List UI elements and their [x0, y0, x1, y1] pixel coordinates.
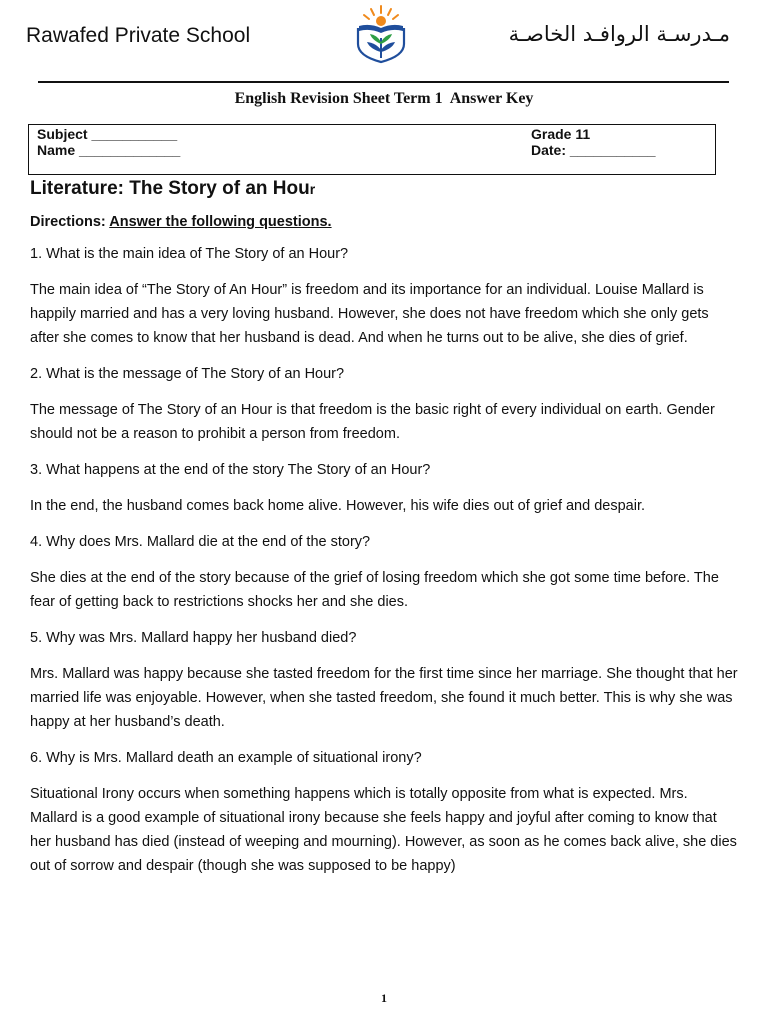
- question-5: 5. Why was Mrs. Mallard happy her husband died?: [30, 630, 357, 646]
- question-2: 2. What is the message of The Story of an Hour?: [30, 366, 345, 382]
- subject-field: Subject ___________: [37, 126, 178, 142]
- directions-label: Directions:: [30, 214, 110, 230]
- grade-field: Grade 11: [531, 126, 591, 142]
- page-number: 1: [381, 991, 387, 1005]
- answer-5: Mrs. Mallard was happy because she tasted freedom for the first time since her marriage. She thought that her married life was enjoyable. However, when she tasted freedom, she found it much better. This is why she was happy at her husband’s death.: [30, 666, 738, 730]
- questions-list: [30, 242, 738, 890]
- header-divider: [38, 81, 729, 83]
- question-4: 4. Why does Mrs. Mallard die at the end of the story?: [30, 534, 371, 550]
- answer-1: The main idea of “The Story of An Hour” is freedom and its importance for an individual. Louise Mallard is happily married and has a very loving husband. However, she does not have freedom which she only gets after she comes to know that her husband is dead. And when he turns out to be alive, she dies of grief.: [30, 282, 709, 346]
- date-field: Date: ___________: [531, 142, 656, 158]
- directions: [30, 214, 332, 230]
- school-logo-icon: [350, 4, 412, 64]
- section-title-tail: r: [309, 181, 316, 197]
- directions-text: Answer the following questions.: [109, 214, 332, 230]
- question-6: 6. Why is Mrs. Mallard death an example of situational irony?: [30, 750, 422, 766]
- answer-3: In the end, the husband comes back home alive. However, his wife dies out of grief and despair.: [30, 498, 646, 514]
- name-field: Name _____________: [37, 142, 181, 158]
- question-1: 1. What is the main idea of The Story of an Hour?: [30, 246, 349, 262]
- question-3: 3. What happens at the end of the story The Story of an Hour?: [30, 462, 431, 478]
- school-name-ar: مـدرسـة الروافـد الخاصـة: [508, 22, 730, 46]
- section-title: [30, 178, 315, 200]
- sheet-title: English Revision Sheet Term 1 Answer Key: [234, 90, 534, 107]
- section-title-main: Literature: The Story of an Hou: [30, 178, 310, 199]
- answer-6: Situational Irony occurs when something happens which is totally opposite from what is expected. Mrs. Mallard is a good example of situational irony because she feels happy and joyful after coming to know that her husband has died (instead of weeping and mourning). However, as soon as he comes back alive, she dies out of sorrow and despair (though she was supposed to be happy): [30, 786, 737, 874]
- answer-4: She dies at the end of the story because of the grief of losing freedom which she got some time before. The fear of getting back to restrictions shocks her and she dies.: [30, 570, 719, 610]
- answer-2: The message of The Story of an Hour is that freedom is the basic right of every individual on earth. Gender should not be a reason to prohibit a person from freedom.: [30, 402, 715, 442]
- school-name-en: Rawafed Private School: [26, 24, 251, 47]
- student-info-box: [28, 124, 716, 175]
